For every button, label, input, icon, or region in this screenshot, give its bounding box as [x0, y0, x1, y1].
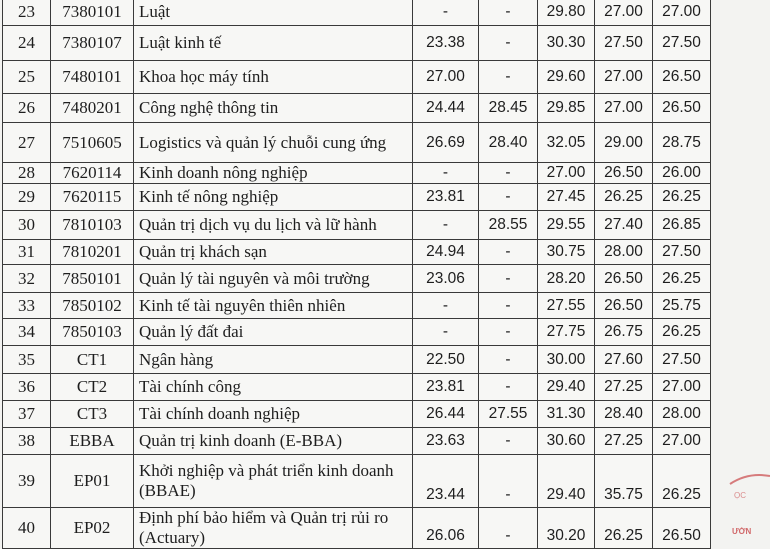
major-code: 7850103: [51, 319, 134, 346]
major-code: CT3: [51, 401, 134, 428]
score-col-5: 26.25: [653, 265, 711, 293]
score-col-5: 28.00: [653, 401, 711, 428]
row-number: 34: [3, 319, 51, 346]
score-col-4: 26.50: [595, 163, 653, 184]
table-row: [3, 455, 711, 508]
table-row: [3, 508, 711, 549]
row-number: 36: [3, 374, 51, 401]
score-col-1: 27.00: [413, 61, 479, 94]
score-col-3: 29.85: [538, 94, 595, 123]
row-number: 35: [3, 346, 51, 374]
major-code: 7850102: [51, 293, 134, 319]
score-col-2: -: [479, 374, 538, 401]
table-row: [3, 428, 711, 455]
svg-text:ỌC: ỌC: [734, 491, 746, 500]
score-col-1: 23.81: [413, 374, 479, 401]
score-col-4: 26.25: [595, 508, 653, 549]
table-row: [3, 61, 711, 94]
row-number: 31: [3, 240, 51, 265]
score-col-2: -: [479, 240, 538, 265]
major-code: 7380107: [51, 26, 134, 61]
major-code: EBBA: [51, 428, 134, 455]
major-code: 7810103: [51, 211, 134, 240]
major-name: Quản trị kinh doanh (E-BBA): [134, 428, 413, 455]
score-col-3: 29.40: [538, 455, 595, 508]
score-col-5: 26.25: [653, 455, 711, 508]
major-name: Định phí bảo hiểm và Quản trị rủi ro (Actuary): [134, 508, 413, 549]
score-col-1: -: [413, 163, 479, 184]
score-col-4: 26.50: [595, 265, 653, 293]
score-col-4: 27.50: [595, 26, 653, 61]
score-col-3: 29.40: [538, 374, 595, 401]
score-col-5: 26.25: [653, 184, 711, 211]
score-col-3: 29.55: [538, 211, 595, 240]
major-code: 7620115: [51, 184, 134, 211]
major-name: Kinh tế tài nguyên thiên nhiên: [134, 293, 413, 319]
score-col-1: -: [413, 293, 479, 319]
score-col-2: -: [479, 265, 538, 293]
score-col-5: 27.00: [653, 0, 711, 26]
major-name: Quản lý tài nguyên và môi trường: [134, 265, 413, 293]
score-col-5: 26.50: [653, 94, 711, 123]
major-name: Quản lý đất đai: [134, 319, 413, 346]
score-col-3: 29.80: [538, 0, 595, 26]
table-row: [3, 319, 711, 346]
score-col-1: 23.06: [413, 265, 479, 293]
score-col-1: 24.44: [413, 94, 479, 123]
row-number: 40: [3, 508, 51, 549]
score-col-1: 23.81: [413, 184, 479, 211]
major-code: 7810201: [51, 240, 134, 265]
score-col-3: 30.20: [538, 508, 595, 549]
score-col-5: 25.75: [653, 293, 711, 319]
row-number: 23: [3, 0, 51, 26]
score-col-4: 27.00: [595, 94, 653, 123]
row-number: 26: [3, 94, 51, 123]
score-col-5: 27.50: [653, 346, 711, 374]
row-number: 27: [3, 123, 51, 163]
row-number: 24: [3, 26, 51, 61]
row-number: 30: [3, 211, 51, 240]
score-col-5: 27.50: [653, 240, 711, 265]
major-name: Quản trị dịch vụ du lịch và lữ hành: [134, 211, 413, 240]
score-col-4: 27.25: [595, 428, 653, 455]
major-name: Kinh tế nông nghiệp: [134, 184, 413, 211]
table-row: [3, 184, 711, 211]
score-col-5: 26.00: [653, 163, 711, 184]
score-col-3: 31.30: [538, 401, 595, 428]
score-col-4: 26.25: [595, 184, 653, 211]
major-name: Công nghệ thông tin: [134, 94, 413, 123]
score-col-1: 26.44: [413, 401, 479, 428]
score-col-5: 27.00: [653, 374, 711, 401]
score-col-4: 28.00: [595, 240, 653, 265]
score-col-4: 26.50: [595, 293, 653, 319]
major-name: Tài chính doanh nghiệp: [134, 401, 413, 428]
major-name: Kinh doanh nông nghiệp: [134, 163, 413, 184]
score-col-2: 28.55: [479, 211, 538, 240]
row-number: 33: [3, 293, 51, 319]
score-col-3: 30.60: [538, 428, 595, 455]
svg-text:ƯỜN: ƯỜN: [732, 527, 752, 536]
table-row: [3, 123, 711, 163]
table-row: [3, 94, 711, 123]
score-col-4: 26.75: [595, 319, 653, 346]
score-col-5: 27.00: [653, 428, 711, 455]
admission-scores-table: [2, 0, 711, 549]
score-col-1: 22.50: [413, 346, 479, 374]
score-col-1: -: [413, 319, 479, 346]
score-col-2: -: [479, 184, 538, 211]
major-code: CT1: [51, 346, 134, 374]
score-col-2: 28.40: [479, 123, 538, 163]
score-col-3: 30.00: [538, 346, 595, 374]
score-col-4: 27.60: [595, 346, 653, 374]
score-col-3: 32.05: [538, 123, 595, 163]
table-row: [3, 211, 711, 240]
score-col-3: 27.55: [538, 293, 595, 319]
row-number: 32: [3, 265, 51, 293]
score-col-5: 26.25: [653, 319, 711, 346]
score-col-3: 29.60: [538, 61, 595, 94]
table-row: [3, 265, 711, 293]
major-code: 7850101: [51, 265, 134, 293]
score-col-2: 27.55: [479, 401, 538, 428]
score-col-2: 28.45: [479, 94, 538, 123]
score-col-1: -: [413, 211, 479, 240]
score-col-1: 26.69: [413, 123, 479, 163]
score-col-2: -: [479, 346, 538, 374]
major-name: Khởi nghiệp và phát triển kinh doanh (BBAE): [134, 455, 413, 508]
major-name: Luật: [134, 0, 413, 26]
score-col-3: 28.20: [538, 265, 595, 293]
score-col-3: 27.75: [538, 319, 595, 346]
table-row: [3, 401, 711, 428]
score-col-4: 27.00: [595, 61, 653, 94]
major-code: 7380101: [51, 0, 134, 26]
score-col-2: -: [479, 428, 538, 455]
table-row: [3, 240, 711, 265]
major-name: Logistics và quản lý chuỗi cung ứng: [134, 123, 413, 163]
score-col-1: 23.63: [413, 428, 479, 455]
score-col-2: -: [479, 163, 538, 184]
score-col-2: -: [479, 26, 538, 61]
score-col-1: -: [413, 0, 479, 26]
row-number: 28: [3, 163, 51, 184]
major-code: 7480201: [51, 94, 134, 123]
score-col-4: 27.40: [595, 211, 653, 240]
score-col-4: 27.00: [595, 0, 653, 26]
score-col-4: 29.00: [595, 123, 653, 163]
score-col-2: -: [479, 293, 538, 319]
row-number: 25: [3, 61, 51, 94]
score-col-1: 26.06: [413, 508, 479, 549]
major-code: 7510605: [51, 123, 134, 163]
major-name: Quản trị khách sạn: [134, 240, 413, 265]
score-col-5: 26.85: [653, 211, 711, 240]
score-col-5: 26.50: [653, 61, 711, 94]
score-col-5: 27.50: [653, 26, 711, 61]
major-code: EP01: [51, 455, 134, 508]
table-row: [3, 374, 711, 401]
score-col-3: 30.75: [538, 240, 595, 265]
major-name: Luật kinh tế: [134, 26, 413, 61]
row-number: 39: [3, 455, 51, 508]
score-col-3: 27.00: [538, 163, 595, 184]
major-code: 7480101: [51, 61, 134, 94]
major-name: Tài chính công: [134, 374, 413, 401]
table-row: [3, 346, 711, 374]
score-col-1: 23.38: [413, 26, 479, 61]
score-col-2: -: [479, 319, 538, 346]
official-stamp: [728, 462, 770, 546]
score-col-4: 27.25: [595, 374, 653, 401]
score-col-2: -: [479, 508, 538, 549]
table-row: [3, 293, 711, 319]
major-code: EP02: [51, 508, 134, 549]
table-row: [3, 26, 711, 61]
row-number: 37: [3, 401, 51, 428]
score-col-5: 26.50: [653, 508, 711, 549]
score-col-3: 27.45: [538, 184, 595, 211]
score-col-2: -: [479, 61, 538, 94]
score-col-1: 23.44: [413, 455, 479, 508]
score-col-1: 24.94: [413, 240, 479, 265]
table-row: [3, 163, 711, 184]
major-name: Ngân hàng: [134, 346, 413, 374]
major-code: 7620114: [51, 163, 134, 184]
score-col-3: 30.30: [538, 26, 595, 61]
score-col-2: -: [479, 0, 538, 26]
row-number: 38: [3, 428, 51, 455]
row-number: 29: [3, 184, 51, 211]
table-row: [3, 0, 711, 26]
score-col-2: -: [479, 455, 538, 508]
major-code: CT2: [51, 374, 134, 401]
major-name: Khoa học máy tính: [134, 61, 413, 94]
score-col-4: 35.75: [595, 455, 653, 508]
score-col-4: 28.40: [595, 401, 653, 428]
score-col-5: 28.75: [653, 123, 711, 163]
